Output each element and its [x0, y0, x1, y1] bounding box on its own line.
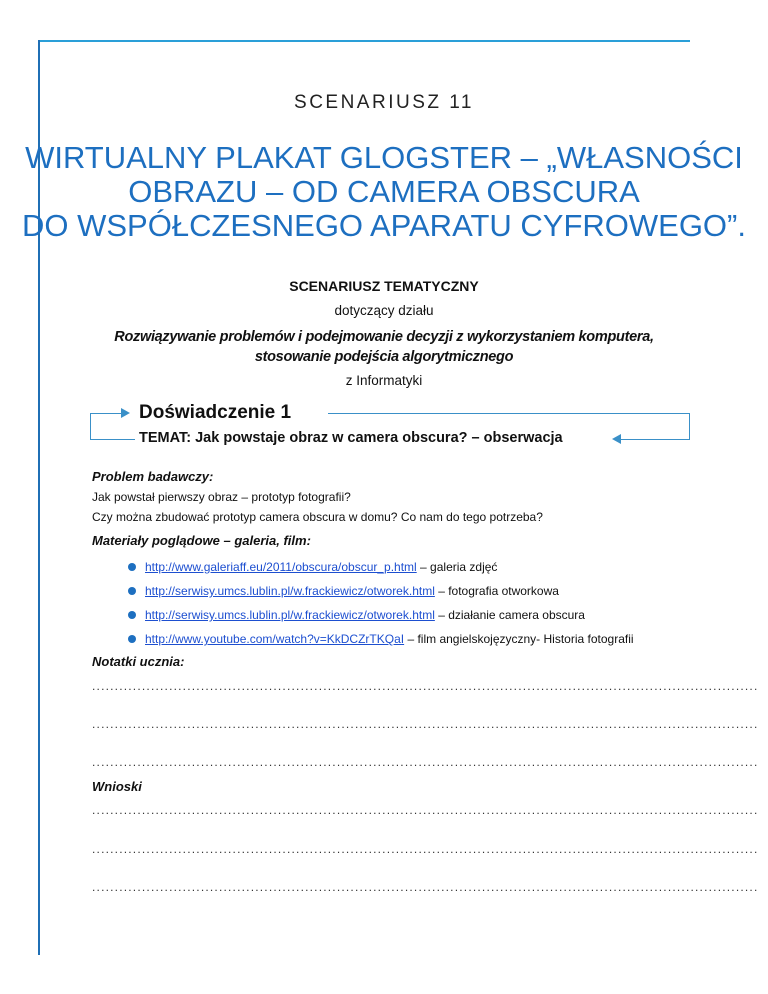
materials-list: [125, 555, 634, 651]
conclusions-line: ...................................................................................................................................................: [92, 880, 759, 894]
problem-text: [92, 487, 543, 527]
list-item: [125, 603, 634, 627]
section-name-line-1: Rozwiązywanie problemów i podejmowanie decyzji z wykorzystaniem komputera,: [114, 329, 654, 345]
problem-heading: Problem badawczy:: [92, 469, 214, 484]
subtitle-section-name: [0, 327, 768, 367]
link-description: – fotografia otworkowa: [434, 584, 559, 598]
section-name-line-2: stosowanie podejścia algorytmicznego: [254, 349, 514, 365]
arrow-right-icon: [121, 408, 130, 418]
notes-line: ...................................................................................................................................................: [92, 717, 759, 731]
bullet-icon: [128, 563, 136, 571]
title-line-2: OBRAZU – OD CAMERA OBSCURA: [128, 174, 640, 209]
experiment-topic: TEMAT: Jak powstaje obraz w camera obscura? – obserwacja: [139, 430, 563, 446]
experiment-title: Doświadczenie 1: [139, 402, 292, 423]
youtube-link[interactable]: http://www.youtube.com/watch?v=KkDCZrTKQaI: [145, 632, 405, 646]
gallery-link[interactable]: http://www.galeriaff.eu/2011/obscura/obscur_p.html: [145, 560, 417, 574]
link-description: – działanie camera obscura: [434, 608, 585, 622]
bullet-icon: [128, 587, 136, 595]
subtitle-heading: SCENARIUSZ TEMATYCZNY: [289, 278, 479, 294]
subtitle-line-2: dotyczący działu: [334, 303, 434, 318]
experiment-connector: [689, 413, 690, 440]
notes-heading: Notatki ucznia:: [92, 654, 185, 669]
experiment-connector: [620, 439, 690, 440]
link-description: – galeria zdjęć: [416, 560, 498, 574]
problem-line-2: Czy można zbudować prototyp camera obscura w domu? Co nam do tego potrzeba?: [92, 510, 543, 524]
title-line-1: WIRTUALNY PLAKAT GLOGSTER – „WŁASNOŚCI: [25, 140, 743, 175]
experiment-rule: [328, 413, 690, 414]
conclusions-line: ...................................................................................................................................................: [92, 842, 759, 856]
scenario-number: SCENARIUSZ 11: [294, 92, 474, 113]
subtitle-subject: z Informatyki: [345, 373, 423, 388]
list-item: [125, 627, 634, 651]
notes-line: ...................................................................................................................................................: [92, 755, 759, 769]
bullet-icon: [128, 635, 136, 643]
list-item: [125, 579, 634, 603]
experiment-connector: [90, 413, 122, 414]
experiment-connector: [90, 439, 135, 440]
link-description: – film angielskojęzyczny- Historia fotografii: [404, 632, 634, 646]
bullet-icon: [128, 611, 136, 619]
conclusions-line: ...................................................................................................................................................: [92, 803, 759, 817]
conclusions-heading: Wnioski: [92, 779, 142, 794]
list-item: [125, 555, 634, 579]
title-line-3: DO WSPÓŁCZESNEGO APARATU CYFROWEGO”.: [22, 208, 746, 243]
problem-line-1: Jak powstał pierwszy obraz – prototyp fotografii?: [92, 490, 351, 504]
page-title: [0, 141, 768, 243]
frame-top-border: [38, 40, 690, 42]
materials-heading: Materiały poglądowe – galeria, film:: [92, 533, 311, 548]
pinhole-photo-link[interactable]: http://serwisy.umcs.lublin.pl/w.frackiewicz/otworek.html: [145, 584, 435, 598]
notes-line: ...................................................................................................................................................: [92, 679, 759, 693]
experiment-connector: [90, 413, 91, 439]
camera-obscura-link[interactable]: http://serwisy.umcs.lublin.pl/w.frackiewicz/otworek.html: [145, 608, 435, 622]
